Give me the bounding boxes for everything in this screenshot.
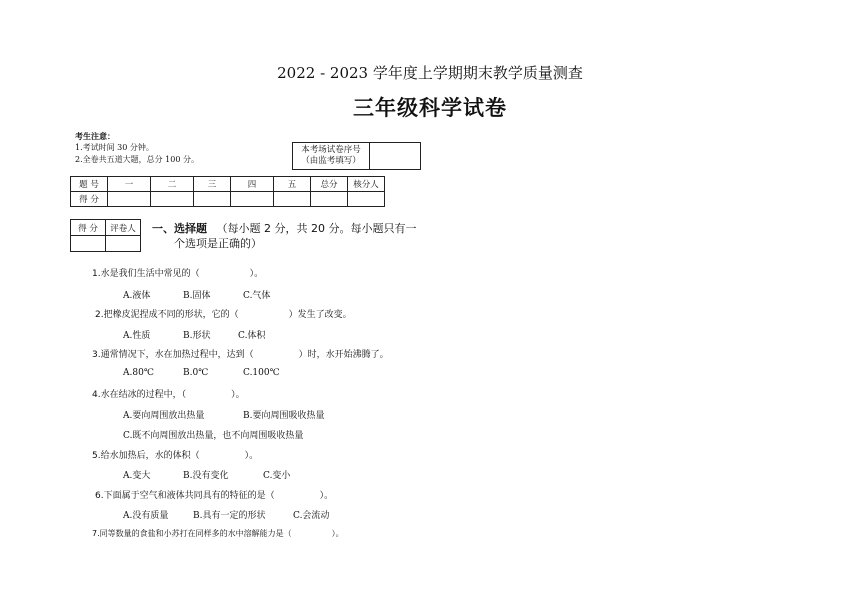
question-1-options <box>123 288 270 301</box>
score-input-cell[interactable] <box>231 192 274 207</box>
exam-main-title: 三年级科学试卷 <box>353 96 507 120</box>
grader-name-cell[interactable] <box>106 236 141 252</box>
question-4-options <box>123 408 324 421</box>
option-c[interactable]: C.既不向周围放出热量，也不向周围吸收热量 <box>123 431 304 441</box>
score-table-cell: 得 分 <box>71 192 108 207</box>
section1-desc: （每小题 2 分，共 20 分。每小题只有一 <box>216 222 417 235</box>
question-6-options <box>123 508 329 521</box>
grader-label: 评卷人 <box>106 220 141 236</box>
grader-score-label: 得 分 <box>71 220 106 236</box>
question-3-options <box>123 368 280 378</box>
exam-notes <box>75 130 199 166</box>
section1-desc-cont: 个选项是正确的） <box>174 237 262 250</box>
grader-score-cell[interactable] <box>71 236 106 252</box>
score-input-cell[interactable] <box>274 192 311 207</box>
question-1: 1.水是我们生活中常见的（ ）。 <box>92 269 264 279</box>
question-7: 7.同等数量的食盐和小苏打在同样多的水中溶解能力是（ ）。 <box>92 529 344 538</box>
score-table-header-row <box>71 177 385 192</box>
option-c[interactable]: C.气体 <box>243 291 271 301</box>
score-input-cell[interactable] <box>348 192 385 207</box>
score-input-cell[interactable] <box>311 192 348 207</box>
question-2: 2.把橡皮泥捏成不同的形状，它的（ ）发生了改变。 <box>95 310 352 320</box>
question-6: 6.下面属于空气和液体共同具有的特征的是（ ）。 <box>95 491 334 501</box>
serial-value-cell[interactable] <box>370 143 421 170</box>
grader-box <box>70 219 141 252</box>
question-2-options <box>123 328 265 341</box>
score-input-cell[interactable] <box>108 192 151 207</box>
score-table-cell: 核分人 <box>348 177 385 192</box>
section1-title: 一、选择题 <box>152 222 207 235</box>
score-input-cell[interactable] <box>151 192 194 207</box>
option-a[interactable]: A.变大 <box>123 471 151 481</box>
option-a[interactable]: A.要向周围放出热量 <box>123 411 205 421</box>
question-3: 3.通常情况下，水在加热过程中，达到（ ）时，水开始沸腾了。 <box>92 350 389 360</box>
score-input-cell[interactable] <box>194 192 231 207</box>
score-table-cell: 三 <box>194 177 231 192</box>
score-table-cell: 二 <box>151 177 194 192</box>
score-table-cell: 四 <box>231 177 274 192</box>
option-b[interactable]: B.没有变化 <box>183 471 229 481</box>
option-a[interactable]: A.液体 <box>123 291 151 301</box>
question-5-options <box>123 468 290 481</box>
question-4: 4.水在结冰的过程中，（ ）。 <box>92 390 245 400</box>
option-b[interactable]: B.具有一定的形状 <box>193 511 266 521</box>
option-b[interactable]: B.固体 <box>183 291 211 301</box>
question-5: 5.给水加热后，水的体积（ ）。 <box>92 451 259 461</box>
option-c[interactable]: C.100℃ <box>243 368 280 378</box>
option-c[interactable]: C.会流动 <box>293 511 330 521</box>
question-4-option-c-line <box>123 428 303 441</box>
option-c[interactable]: C.体积 <box>238 331 266 341</box>
notes-heading: 考生注意： <box>75 131 115 141</box>
option-b[interactable]: B.要向周围吸收热量 <box>243 411 325 421</box>
notes-item: 1.考试时间 30 分钟。 <box>75 143 154 152</box>
option-c[interactable]: C.变小 <box>263 471 291 481</box>
section1-heading <box>152 221 416 251</box>
score-table-cell: 题 号 <box>71 177 108 192</box>
option-a[interactable]: A.性质 <box>123 331 151 341</box>
serial-number-box <box>292 142 421 170</box>
score-table-score-row <box>71 192 385 207</box>
score-table-cell: 一 <box>108 177 151 192</box>
option-a[interactable]: A.没有质量 <box>123 511 169 521</box>
serial-label: 本考场试卷序号 （由监考填写） <box>293 143 370 170</box>
score-table-cell: 五 <box>274 177 311 192</box>
option-a[interactable]: A.80℃ <box>123 368 154 378</box>
option-b[interactable]: B.0℃ <box>183 368 209 378</box>
score-table <box>70 176 385 207</box>
notes-item: 2.全卷共五道大题，总分 100 分。 <box>75 155 199 164</box>
score-table-cell: 总分 <box>311 177 348 192</box>
exam-year-title: 2022 - 2023 学年度上学期期末教学质量测查 <box>277 64 583 82</box>
option-b[interactable]: B.形状 <box>183 331 211 341</box>
